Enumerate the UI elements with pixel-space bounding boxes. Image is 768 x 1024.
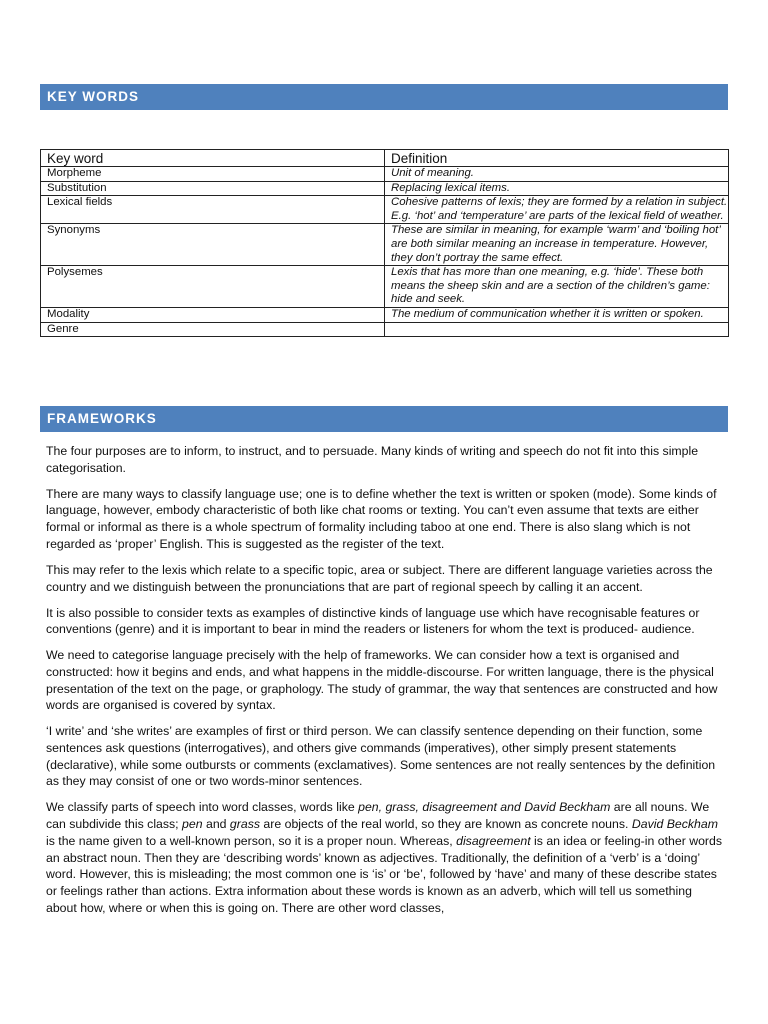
key-word-cell: Synonyms	[41, 224, 385, 266]
definition-cell: Unit of meaning.	[385, 167, 729, 182]
paragraph-text: It is also possible to consider texts as examples of distinctive kinds of language use which have recognisable features or conventions (genre) and it is important to bear in mind the readers or listeners for whom the text is produced- audience.	[46, 605, 700, 637]
definition-cell: These are similar in meaning, for example ‘warm’ and ‘boiling hot’ are both similar meaning an increase in temperature. However, they don’t portray the same effect.	[385, 224, 729, 266]
table-row	[41, 322, 729, 337]
body-paragraph	[46, 647, 722, 714]
paragraph-text: is the name given to a well-known person, so it is a proper noun. Whereas,	[46, 833, 457, 848]
table-row	[41, 181, 729, 196]
key-word-cell: Polysemes	[41, 266, 385, 308]
table-body	[41, 167, 729, 337]
key-words-heading: KEY WORDS	[40, 84, 728, 110]
frameworks-heading: FRAMEWORKS	[40, 406, 728, 432]
body-paragraph	[46, 723, 722, 790]
body-paragraph	[46, 443, 722, 476]
definition-cell: Replacing lexical items.	[385, 181, 729, 196]
paragraph-text: There are many ways to classify language use; one is to define whether the text is written or spoken (mode). Some kinds of language, however, embody characteristic of both like chat rooms or texting. You can’t even assume that texts are either formal or informal as there is a whole spectrum of formality including taboo at one end. There is also slang which is not regarded as ‘proper’ English. This is suggested as the register of the text.	[46, 486, 717, 551]
body-paragraph	[46, 799, 722, 916]
paragraph-text: is an idea or feeling-in other words an abstract noun. Then they are ‘describing words’ known as adjectives. Traditionally, the definition of a ‘verb’ is a ‘doing’ word. However, this is misleading; the most common one is ‘is’ or ‘be’, followed by ‘have’ and many of these describe states or feelings rather than actions. Extra information about these words is known as an adverb, which will tell us something about how, where or when this is going on. There are other word classes,	[46, 833, 723, 915]
definition-cell: The medium of communication whether it is written or spoken.	[385, 307, 729, 322]
definition-cell	[385, 322, 729, 337]
italic-text: David Beckham	[631, 817, 718, 832]
paragraph-text: ‘I write’ and ‘she writes’ are examples of first or third person. We can classify sentence depending on their function, some sentences ask questions (interrogatives), and others give commands (imperatives), other simply present statements (declarative), while some outbursts or comments (exclamatives). Some sentences are not really sentences by the definition as they may consist of one or two words-minor sentences.	[46, 724, 716, 789]
paragraph-text: We classify parts of speech into word classes, words like	[46, 800, 359, 815]
table-header-row	[41, 150, 729, 167]
definition-cell: Cohesive patterns of lexis; they are formed by a relation in subject. E.g. ‘hot’ and ‘temperature’ are parts of the lexical field of weather.	[385, 196, 729, 224]
key-words-table	[40, 149, 729, 337]
column-header-key-word: Key word	[41, 150, 385, 167]
table-row	[41, 196, 729, 224]
paragraph-text: are objects of the real world, so they are known as concrete nouns.	[260, 817, 632, 832]
italic-text: pen	[182, 817, 203, 832]
paragraph-text: This may refer to the lexis which relate to a specific topic, area or subject. There are different language varieties across the country and we distinguish between the pronunciations that are part of regional speech by calling it an accent.	[46, 562, 713, 594]
table-row	[41, 167, 729, 182]
key-word-cell: Genre	[41, 322, 385, 337]
key-word-cell: Modality	[41, 307, 385, 322]
definition-cell: Lexis that has more than one meaning, e.g. ‘hide’. These both means the sheep skin and are a section of the children’s game: hide and seek.	[385, 266, 729, 308]
key-word-cell: Morpheme	[41, 167, 385, 182]
paragraph-text: The four purposes are to inform, to instruct, and to persuade. Many kinds of writing and speech do not fit into this simple categorisation.	[46, 444, 699, 475]
body-paragraph	[46, 486, 722, 553]
paragraph-text: and	[202, 817, 230, 832]
italic-text: disagreement	[456, 833, 531, 848]
frameworks-body	[46, 443, 722, 926]
key-word-cell: Lexical fields	[41, 196, 385, 224]
key-word-cell: Substitution	[41, 181, 385, 196]
paragraph-text: are all nouns. We can subdivide this class;	[46, 800, 710, 832]
italic-text: grass	[229, 817, 260, 832]
body-paragraph	[46, 605, 722, 638]
body-paragraph	[46, 562, 722, 595]
table-row	[41, 224, 729, 266]
table-row	[41, 266, 729, 308]
paragraph-text: We need to categorise language precisely with the help of frameworks. We can consider how a text is organised and constructed: how it begins and ends, and what happens in the middle-discourse. For written language, there is the physical presentation of the text on the page, or graphology. The study of grammar, the way that sentences are constructed and how words are organised is covered by syntax.	[46, 648, 718, 713]
column-header-definition: Definition	[385, 150, 729, 167]
table-row	[41, 307, 729, 322]
italic-text: pen, grass, disagreement and David Beckham	[358, 800, 611, 815]
